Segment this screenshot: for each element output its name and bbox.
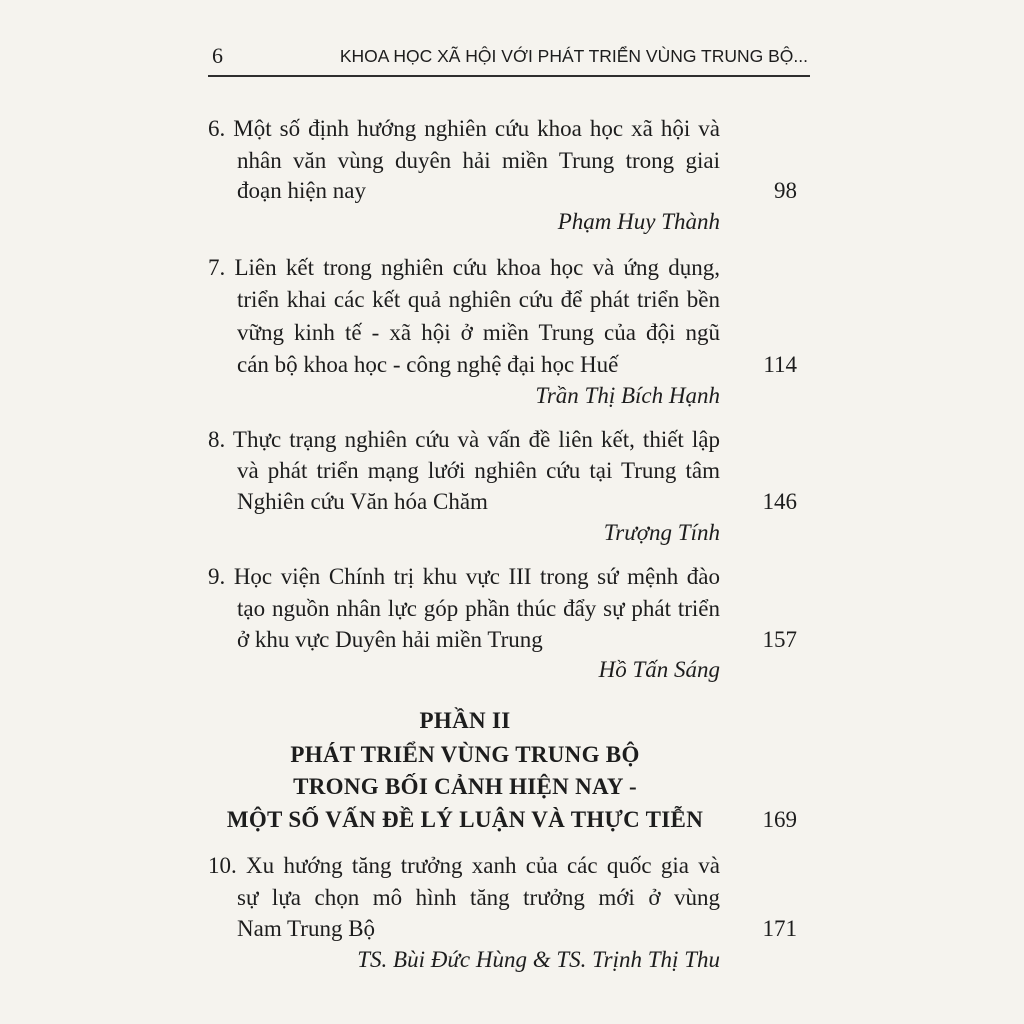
toc-entry-line: đoạn hiện nay [237,178,367,203]
toc-entry-line: sự lựa chọn mô hình tăng trưởng mới ở vùng [237,885,720,910]
toc-author: Trần Thị Bích Hạnh [535,383,720,408]
header-rule [208,75,810,77]
toc-author: Hồ Tấn Sáng [598,657,720,682]
part-label: PHẦN II [419,708,511,733]
part-title-line: MỘT SỐ VẤN ĐỀ LÝ LUẬN VÀ THỰC TIỄN [226,807,704,832]
toc-author: Trượng Tính [603,520,720,545]
toc-entry-line: ở khu vực Duyên hải miền Trung [237,627,543,652]
toc-page-number: 171 [762,916,797,941]
toc-entry-line: Nghiên cứu Văn hóa Chăm [237,489,488,514]
toc-entry-line: vững kinh tế - xã hội ở miền Trung của đội ngũ [237,320,720,345]
toc-entry-line: 6. Một số định hướng nghiên cứu khoa học xã hội và [208,116,720,141]
toc-entry-line: triển khai các kết quả nghiên cứu để phát triển bền [237,287,720,312]
toc-entry-line: Nam Trung Bộ [237,916,376,941]
toc-entry-line: cán bộ khoa học - công nghệ đại học Huế [237,352,619,377]
toc-entry-line: tạo nguồn nhân lực góp phần thúc đẩy sự phát triển [237,596,720,621]
toc-page-number: 157 [762,627,797,652]
toc-page-number: 98 [774,178,797,203]
toc-page-number: 169 [762,807,797,832]
part-title-line: PHÁT TRIỂN VÙNG TRUNG BỘ [290,742,640,767]
page-number: 6 [212,43,223,68]
toc-entry-line: 10. Xu hướng tăng trưởng xanh của các quốc gia và [208,853,720,878]
toc-entry-line: 7. Liên kết trong nghiên cứu khoa học và ứng dụng, [208,255,720,280]
toc-page-number: 146 [762,489,797,514]
running-title: KHOA HỌC XÃ HỘI VỚI PHÁT TRIỂN VÙNG TRUNG BỘ... [339,46,808,66]
toc-entry-line: nhân văn vùng duyên hải miền Trung trong giai [237,148,720,173]
toc-author: Phạm Huy Thành [557,209,720,234]
toc-page-number: 114 [763,352,797,377]
toc-entry-line: 9. Học viện Chính trị khu vực III trong sứ mệnh đào [208,564,720,589]
part-title-line: TRONG BỐI CẢNH HIỆN NAY - [293,774,637,799]
toc-author: TS. Bùi Đức Hùng & TS. Trịnh Thị Thu [357,947,720,972]
toc-entry-line: 8. Thực trạng nghiên cứu và vấn đề liên kết, thiết lập [208,427,720,452]
toc-entry-line: và phát triển mạng lưới nghiên cứu tại Trung tâm [237,458,720,483]
